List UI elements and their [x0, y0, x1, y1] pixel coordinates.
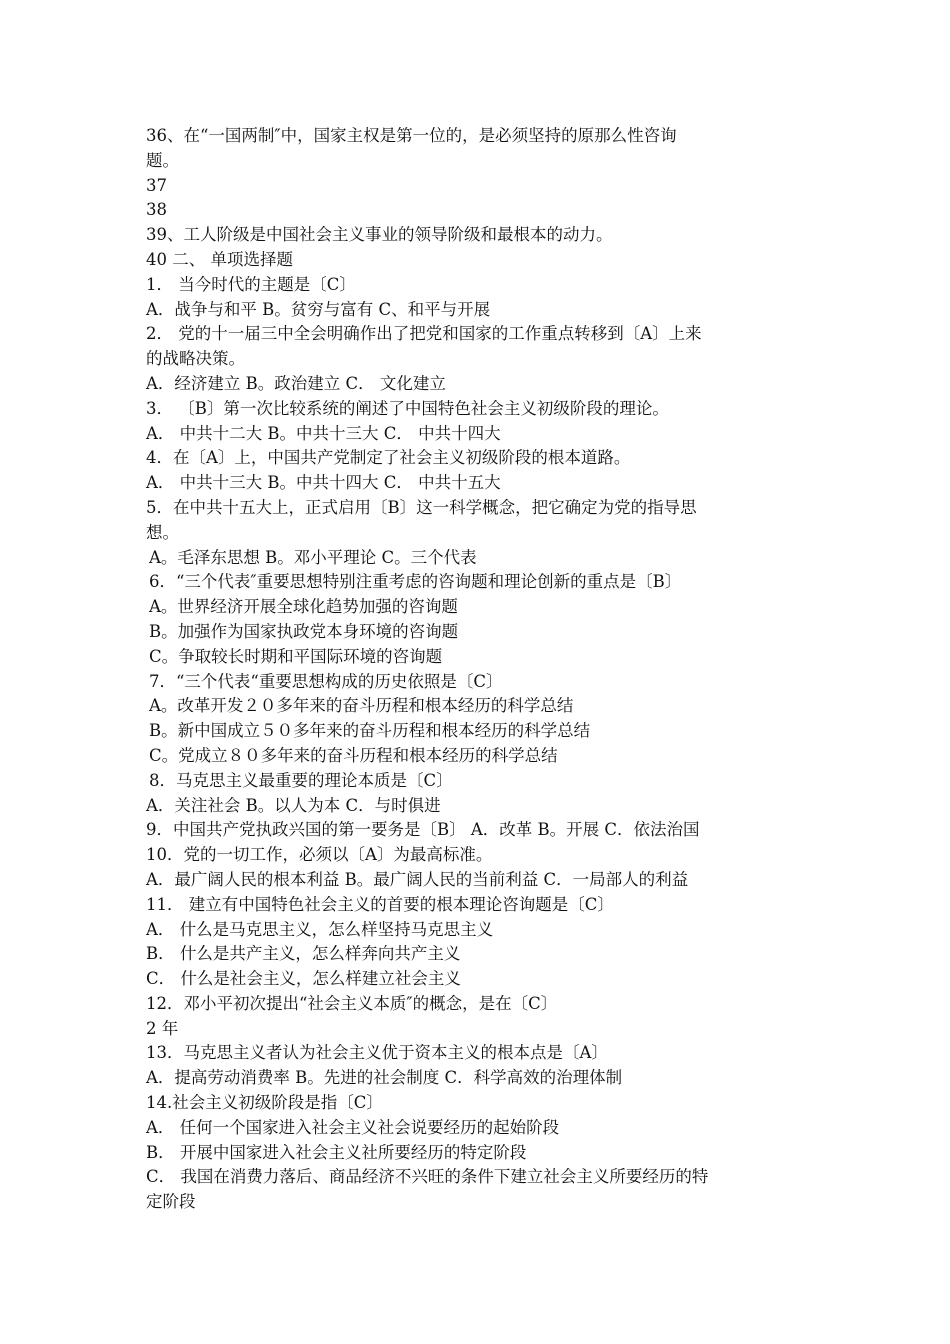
option-line: C。党成立８０多年来的奋斗历程和根本经历的科学总结	[149, 745, 558, 765]
options-line: A。毛泽东思想 B。邓小平理论 C。三个代表	[149, 547, 477, 567]
question-line: 6．“三个代表″重要思想特别注重考虑的咨询题和理论创新的重点是〔B〕	[149, 572, 682, 592]
option-line: A． 什么是马克思主义，怎么样坚持马克思主义	[146, 919, 494, 939]
option-line: 定阶段	[146, 1192, 196, 1212]
option-line: A。世界经济开展全球化趋势加强的咨询题	[149, 597, 458, 617]
text-line: 题。	[146, 150, 179, 170]
options-line: A．关注社会 B。以人为本 C．与时俱进	[146, 795, 441, 815]
question-line: 8．马克思主义最重要的理论本质是〔C〕	[149, 770, 453, 790]
option-line: A． 任何一个国家进入社会主义社会说要经历的起始阶段	[146, 1117, 560, 1137]
text-line: 2 年	[146, 1018, 179, 1038]
text-line: 39、工人阶级是中国社会主义事业的领导阶级和最根本的动力。	[146, 225, 613, 245]
options-line: A．最广阔人民的根本利益 B。最广阔人民的当前利益 C．一局部人的利益	[146, 869, 689, 889]
options-line: A． 中共十二大 B。中共十三大 C． 中共十四大	[146, 423, 501, 443]
options-line: A．战争与和平 B。贫穷与富有 C、和平与开展	[146, 299, 491, 319]
options-line: A．经济建立 B。政治建立 C． 文化建立	[146, 373, 446, 393]
question-line: 11． 建立有中国特色社会主义的首要的根本理论咨询题是〔C〕	[146, 894, 614, 914]
option-line: C． 什么是社会主义，怎么样建立社会主义	[146, 969, 461, 989]
option-line: A。改革开发２０多年来的奋斗历程和根本经历的科学总结	[149, 696, 574, 716]
option-line: B． 开展中国家进入社会主义社所要经历的特定阶段	[146, 1142, 527, 1162]
question-line: 13．马克思主义者认为社会主义优于资本主义的根本点是〔A〕	[146, 1043, 608, 1063]
text-line: 37	[146, 175, 167, 195]
question-line: 9．中国共产党执政兴国的第一要务是〔B〕 A．改革 B。开展 C．依法治国	[146, 820, 700, 840]
options-line: A．提高劳动消费率 B。先进的社会制度 C．科学高效的治理体制	[146, 1068, 623, 1088]
question-line: 2． 党的十一届三中全会明确作出了把党和国家的工作重点转移到〔A〕上来	[146, 324, 702, 344]
question-line: 的战略决策。	[146, 349, 245, 369]
question-line: 想。	[146, 522, 179, 542]
option-line: B。新中国成立５０多年来的奋斗历程和根本经历的科学总结	[149, 721, 591, 741]
option-line: C． 我国在消费力落后、商品经济不兴旺的条件下建立社会主义所要经历的特	[146, 1167, 709, 1187]
question-line: 14.社会主义初级阶段是指〔C〕	[146, 1093, 383, 1113]
document-body	[146, 124, 806, 1215]
question-line: 5．在中共十五大上，正式启用〔B〕这一科学概念，把它确定为党的指导思	[146, 497, 697, 517]
question-line: 12．邓小平初次提出“社会主义本质″的概念，是在〔C〕	[146, 993, 558, 1013]
question-line: 1． 当今时代的主题是〔C〕	[146, 274, 356, 294]
question-line: 7．“三个代表“重要思想构成的历史依照是〔C〕	[149, 671, 503, 691]
text-line: 38	[146, 200, 167, 220]
options-line: A． 中共十三大 B。中共十四大 C． 中共十五大	[146, 473, 501, 493]
question-line: 3． 〔B〕第一次比较系统的阐述了中国特色社会主义初级阶段的理论。	[146, 398, 669, 418]
question-line: 4．在〔A〕上，中国共产党制定了社会主义初级阶段的根本道路。	[146, 448, 631, 468]
option-line: B． 什么是共产主义，怎么样奔向共产主义	[146, 944, 461, 964]
option-line: B。加强作为国家执政党本身环境的咨询题	[149, 621, 459, 641]
text-line: 36、在“一国两制″中，国家主权是第一位的，是必须坚持的原那么性咨询	[146, 126, 677, 145]
option-line: C。争取较长时期和平国际环境的咨询题	[149, 646, 443, 666]
question-line: 10．党的一切工作，必须以〔A〕为最高标准。	[146, 845, 493, 865]
section-heading: 40 二、 单项选择题	[146, 249, 293, 269]
